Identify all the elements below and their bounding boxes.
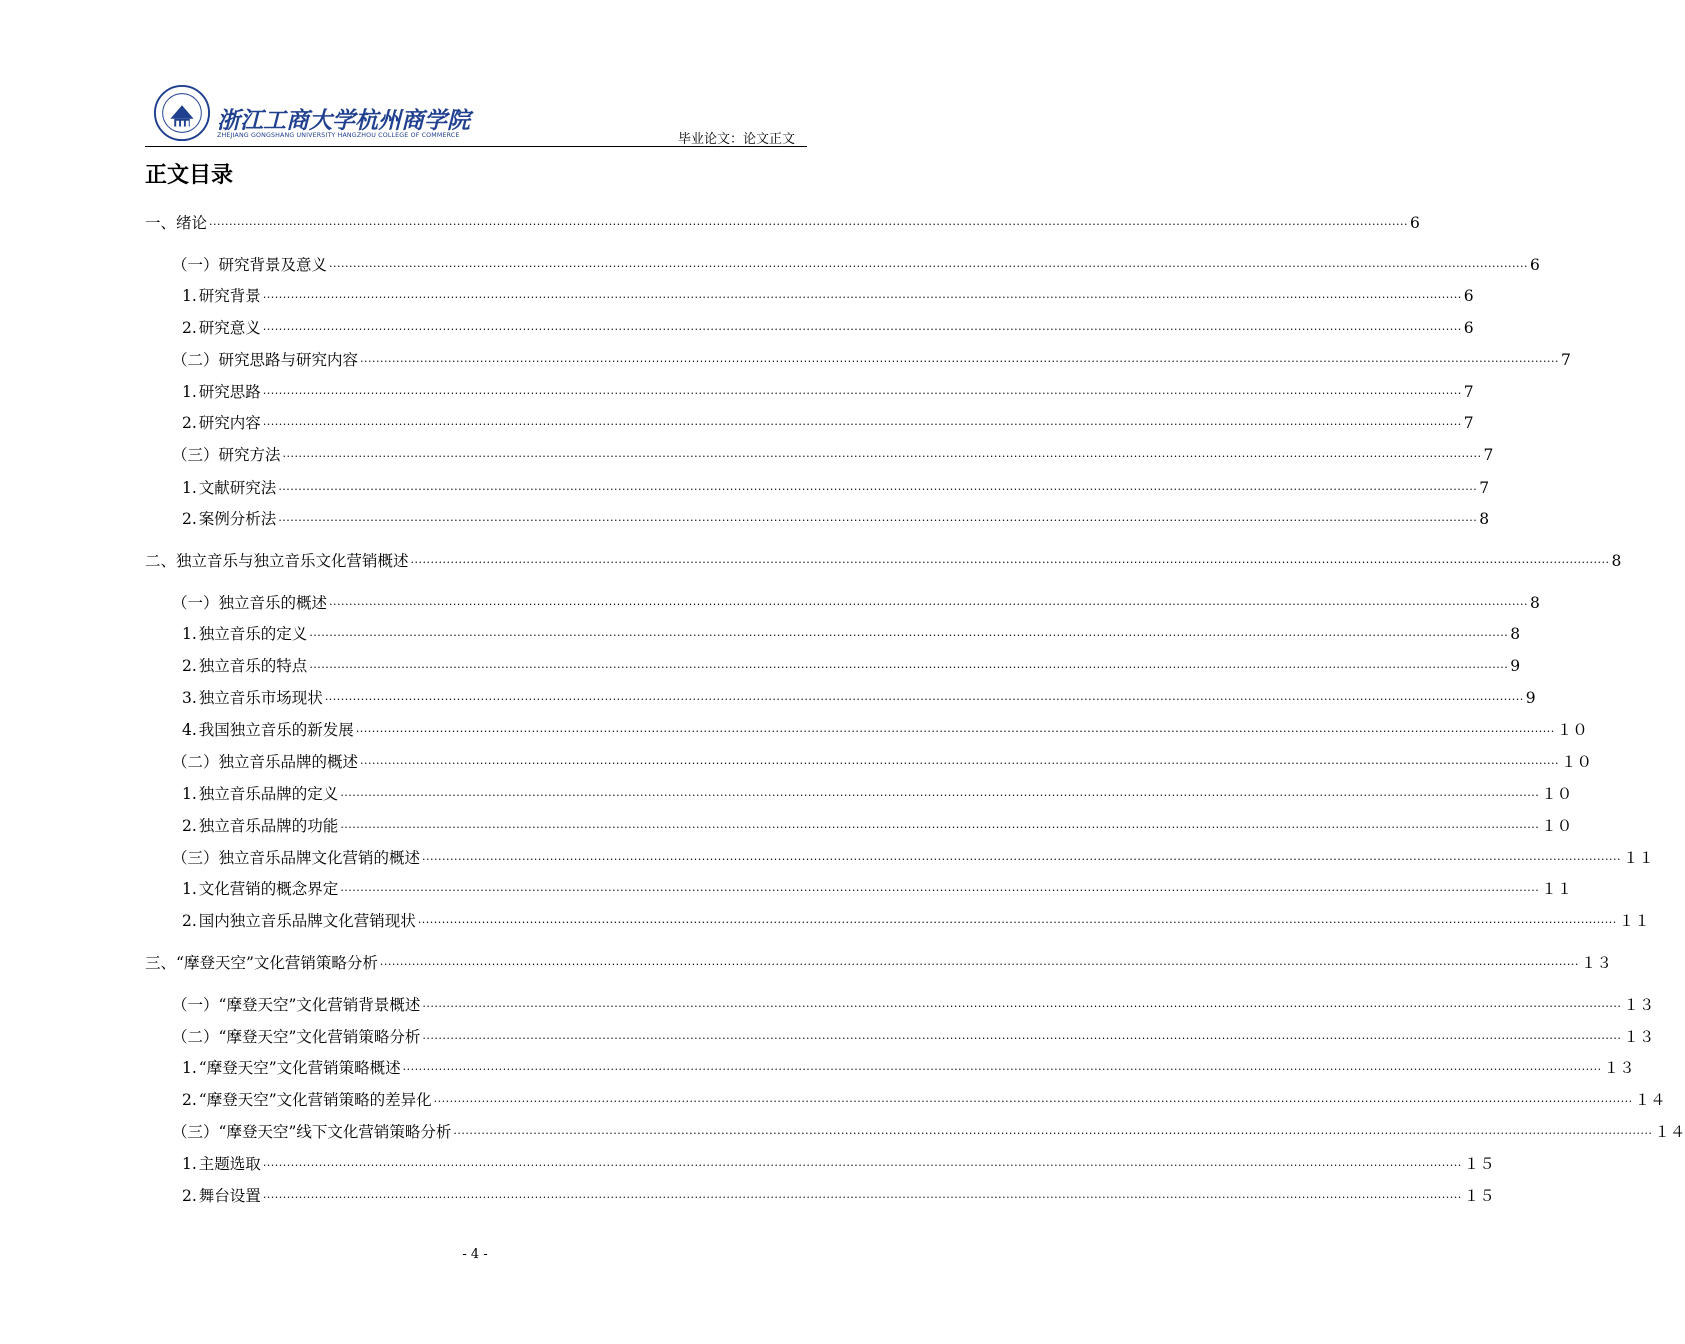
toc-entry[interactable] <box>182 317 1474 339</box>
toc-entry-title: 研究背景及意义 <box>218 256 328 274</box>
toc-entry-page: 6 <box>1410 214 1420 232</box>
toc-entry[interactable] <box>182 1057 1635 1079</box>
toc-entry-page: 9 <box>1525 689 1536 707</box>
toc-entry-number: 一、 <box>145 214 177 232</box>
toc-entry[interactable] <box>182 508 1490 530</box>
toc-entry[interactable] <box>182 477 1490 499</box>
toc-entry-title: 独立音乐品牌文化营销的概述 <box>218 849 421 867</box>
toc-entry-page: 7 <box>1483 446 1494 464</box>
toc-leader-dots: ............................................................................................................................................................................................................................................................................................................ <box>410 553 1610 566</box>
toc-entry-number: 1. <box>182 1155 197 1173</box>
toc-entry-title: 独立音乐品牌的概述 <box>218 753 359 771</box>
toc-leader-dots: ............................................................................................................................................................................................................................................................................................................ <box>379 955 1579 968</box>
toc-entry-number: （二） <box>172 351 219 369</box>
toc-entry[interactable] <box>145 952 1612 974</box>
header-section-label: 毕业论文：论文正文 <box>677 132 795 147</box>
toc-entry-number: 3. <box>182 689 197 707</box>
toc-entry-number: 二、 <box>145 552 177 570</box>
toc-entry-page: 7 <box>1463 414 1474 432</box>
toc-entry-number: （一） <box>172 594 219 612</box>
toc-leader-dots: ............................................................................................................................................................................................................................................................................................................ <box>417 913 1617 926</box>
toc-leader-dots: ............................................................................................................................................................................................................................................................................................................ <box>329 257 1529 270</box>
toc-leader-dots: ............................................................................................................................................................................................................................................................................................................ <box>262 415 1462 428</box>
toc-entry-page: １０ <box>1556 721 1588 739</box>
toc-entry-number: （三） <box>172 1123 219 1141</box>
toc-entry[interactable] <box>172 592 1540 614</box>
toc-leader-dots: ............................................................................................................................................................................................................................................................................................................ <box>402 1060 1602 1073</box>
toc-entry[interactable] <box>172 1026 1655 1048</box>
toc-leader-dots: ............................................................................................................................................................................................................................................................................................................ <box>209 215 1409 228</box>
toc-leader-dots: ............................................................................................................................................................................................................................................................................................................ <box>278 480 1478 493</box>
toc-entry[interactable] <box>182 655 1521 677</box>
toc-entry-page: １３ <box>1623 996 1655 1014</box>
toc-entry-title: “摩登天空”文化营销背景概述 <box>218 996 421 1014</box>
toc-entry-title: 研究背景 <box>198 287 261 305</box>
toc-entry-number: 2. <box>182 657 197 675</box>
toc-entry-title: 独立音乐与独立音乐文化营销概述 <box>176 552 409 570</box>
toc-entry-title: “摩登天空”文化营销策略概述 <box>198 1059 401 1077</box>
toc-entry[interactable] <box>182 815 1573 837</box>
toc-leader-dots: ............................................................................................................................................................................................................................................................................................................ <box>422 850 1622 863</box>
toc-leader-dots: ............................................................................................................................................................................................................................................................................................................ <box>422 997 1622 1010</box>
toc-entry-number: （三） <box>172 446 219 464</box>
toc-entry-title: 主题选取 <box>198 1155 261 1173</box>
toc-entry-title: 研究方法 <box>218 446 281 464</box>
toc-entry-page: 6 <box>1463 287 1474 305</box>
toc-entry-title: 独立音乐市场现状 <box>198 689 323 707</box>
toc-entry-page: 9 <box>1510 657 1521 675</box>
toc-entry-title: 独立音乐品牌的定义 <box>198 785 339 803</box>
toc-entry-title: “摩登天空”文化营销策略分析 <box>176 954 378 972</box>
toc-leader-dots: ............................................................................................................................................................................................................................................................................................................ <box>262 288 1462 301</box>
toc-entry-page: １０ <box>1561 753 1593 771</box>
toc-entry-title: 文化营销的概念界定 <box>198 880 339 898</box>
toc-entry-number: （一） <box>172 996 219 1014</box>
toc-entry-page: 7 <box>1561 351 1571 369</box>
toc-leader-dots: ............................................................................................................................................................................................................................................................................................................ <box>355 722 1555 735</box>
toc-leader-dots: ............................................................................................................................................................................................................................................................................................................ <box>340 881 1540 894</box>
toc-entry[interactable] <box>182 623 1521 645</box>
toc-leader-dots: ............................................................................................................................................................................................................................................................................................................ <box>360 352 1560 365</box>
toc-entry[interactable] <box>182 1089 1666 1111</box>
university-seal-logo <box>153 84 211 142</box>
toc-entry-number: 4. <box>182 721 197 739</box>
toc-entry-page: １４ <box>1654 1123 1685 1141</box>
toc-entry-title: 我国独立音乐的新发展 <box>198 721 354 739</box>
toc-entry-page: １５ <box>1463 1187 1495 1205</box>
toc-entry-page: １１ <box>1541 880 1573 898</box>
toc-entry[interactable] <box>145 212 1420 234</box>
toc-entry[interactable] <box>172 254 1540 276</box>
toc-leader-dots: ............................................................................................................................................................................................................................................................................................................ <box>340 786 1540 799</box>
toc-entry[interactable] <box>182 687 1536 709</box>
toc-entry[interactable] <box>172 751 1593 773</box>
toc-entry[interactable] <box>182 878 1573 900</box>
toc-leader-dots: ............................................................................................................................................................................................................................................................................................................ <box>282 447 1482 460</box>
toc-entry-title: 文献研究法 <box>198 479 277 497</box>
toc-leader-dots: ............................................................................................................................................................................................................................................................................................................ <box>422 1029 1622 1042</box>
toc-entry-page: １４ <box>1634 1091 1666 1109</box>
toc-entry-number: 1. <box>182 1059 197 1077</box>
toc-entry-number: 1. <box>182 287 197 305</box>
toc-entry-page: 6 <box>1530 256 1540 274</box>
toc-title: 正文目录 <box>145 163 234 188</box>
toc-entry-page: 7 <box>1463 383 1474 401</box>
toc-entry-page: １１ <box>1618 912 1650 930</box>
toc-entry-page: １１ <box>1623 849 1655 867</box>
page-header <box>145 82 807 147</box>
toc-leader-dots: ............................................................................................................................................................................................................................................................................................................ <box>329 595 1529 608</box>
toc-entry-title: 国内独立音乐品牌文化营销现状 <box>198 912 416 930</box>
toc-entry-number: 1. <box>182 383 197 401</box>
toc-entry-number: 1. <box>182 625 197 643</box>
toc-entry[interactable] <box>172 444 1494 466</box>
toc-entry[interactable] <box>182 1153 1495 1175</box>
toc-entry[interactable] <box>182 412 1474 434</box>
toc-entry-number: 2. <box>182 912 197 930</box>
toc-entry[interactable] <box>182 285 1474 307</box>
toc-entry-title: 独立音乐的特点 <box>198 657 308 675</box>
toc-entry-page: 8 <box>1510 625 1521 643</box>
toc-entry-title: 案例分析法 <box>198 510 277 528</box>
toc-entry[interactable] <box>145 550 1622 572</box>
toc-entry-number: 2. <box>182 510 197 528</box>
toc-entry[interactable] <box>182 783 1573 805</box>
toc-leader-dots: ............................................................................................................................................................................................................................................................................................................ <box>278 511 1478 524</box>
toc-entry-number: 2. <box>182 1187 197 1205</box>
page-number: - 4 - <box>462 1247 488 1262</box>
toc-entry[interactable] <box>182 381 1474 403</box>
toc-entry-number: 2. <box>182 817 197 835</box>
toc-entry-number: 2. <box>182 414 197 432</box>
toc-entry-title: 舞台设置 <box>198 1187 261 1205</box>
toc-entry-page: 7 <box>1479 479 1490 497</box>
toc-entry-page: １３ <box>1623 1028 1655 1046</box>
toc-leader-dots: ............................................................................................................................................................................................................................................................................................................ <box>262 1188 1462 1201</box>
toc-leader-dots: ............................................................................................................................................................................................................................................................................................................ <box>262 384 1462 397</box>
toc-leader-dots: ............................................................................................................................................................................................................................................................................................................ <box>433 1092 1633 1105</box>
toc-entry-number: 2. <box>182 1091 197 1109</box>
toc-leader-dots: ............................................................................................................................................................................................................................................................................................................ <box>453 1124 1653 1137</box>
toc-entry[interactable] <box>182 719 1588 741</box>
toc-entry[interactable] <box>172 847 1655 869</box>
toc-entry-number: 2. <box>182 319 197 337</box>
toc-entry-title: 独立音乐品牌的功能 <box>198 817 339 835</box>
toc-entry-number: 1. <box>182 880 197 898</box>
toc-leader-dots: ............................................................................................................................................................................................................................................................................................................ <box>309 658 1509 671</box>
toc-entry-title: 独立音乐的概述 <box>218 594 328 612</box>
toc-leader-dots: ............................................................................................................................................................................................................................................................................................................ <box>340 818 1540 831</box>
toc-entry-page: １５ <box>1463 1155 1495 1173</box>
toc-entry-title: “摩登天空”线下文化营销策略分析 <box>218 1123 452 1141</box>
toc-entry-number: 1. <box>182 479 197 497</box>
toc-entry[interactable] <box>172 1121 1685 1143</box>
toc-entry-page: 8 <box>1479 510 1490 528</box>
toc-entry-page: １０ <box>1541 817 1573 835</box>
toc-entry-number: （二） <box>172 1028 219 1046</box>
toc-entry[interactable] <box>172 349 1571 371</box>
university-name-en: ZHEJIANG GONGSHANG UNIVERSITY HANGZHOU COLLEGE OF COMMERCE <box>217 132 460 139</box>
toc-entry-page: 8 <box>1530 594 1540 612</box>
toc-entry-title: 研究思路与研究内容 <box>218 351 359 369</box>
toc-entry-page: 8 <box>1611 552 1622 570</box>
toc-entry-title: “摩登天空”文化营销策略分析 <box>218 1028 421 1046</box>
toc-entry-page: １０ <box>1541 785 1573 803</box>
toc-entry[interactable] <box>172 994 1655 1016</box>
toc-entry-title: 研究思路 <box>198 383 261 401</box>
toc-entry-number: 1. <box>182 785 197 803</box>
toc-leader-dots: ............................................................................................................................................................................................................................................................................................................ <box>360 754 1560 767</box>
toc-entry-number: 三、 <box>145 954 177 972</box>
toc-entry[interactable] <box>182 910 1650 932</box>
toc-entry-number: （二） <box>172 753 219 771</box>
toc-entry[interactable] <box>182 1185 1495 1207</box>
toc-entry-number: （一） <box>172 256 219 274</box>
toc-entry-title: 研究内容 <box>198 414 261 432</box>
toc-entry-title: 研究意义 <box>198 319 261 337</box>
toc-leader-dots: ............................................................................................................................................................................................................................................................................................................ <box>309 626 1509 639</box>
toc-entry-title: 独立音乐的定义 <box>198 625 308 643</box>
toc-leader-dots: ............................................................................................................................................................................................................................................................................................................ <box>324 690 1524 703</box>
toc-leader-dots: ............................................................................................................................................................................................................................................................................................................ <box>262 320 1462 333</box>
toc-entry-title: “摩登天空”文化营销策略的差异化 <box>198 1091 432 1109</box>
toc-entry-title: 绪论 <box>176 214 208 232</box>
toc-entry-page: 6 <box>1463 319 1474 337</box>
toc-leader-dots: ............................................................................................................................................................................................................................................................................................................ <box>262 1156 1462 1169</box>
university-name-cn: 浙江工商大学杭州商学院 <box>217 107 470 134</box>
toc-entry-number: （三） <box>172 849 219 867</box>
toc-entry-page: １３ <box>1603 1059 1635 1077</box>
toc-entry-page: １３ <box>1580 954 1612 972</box>
